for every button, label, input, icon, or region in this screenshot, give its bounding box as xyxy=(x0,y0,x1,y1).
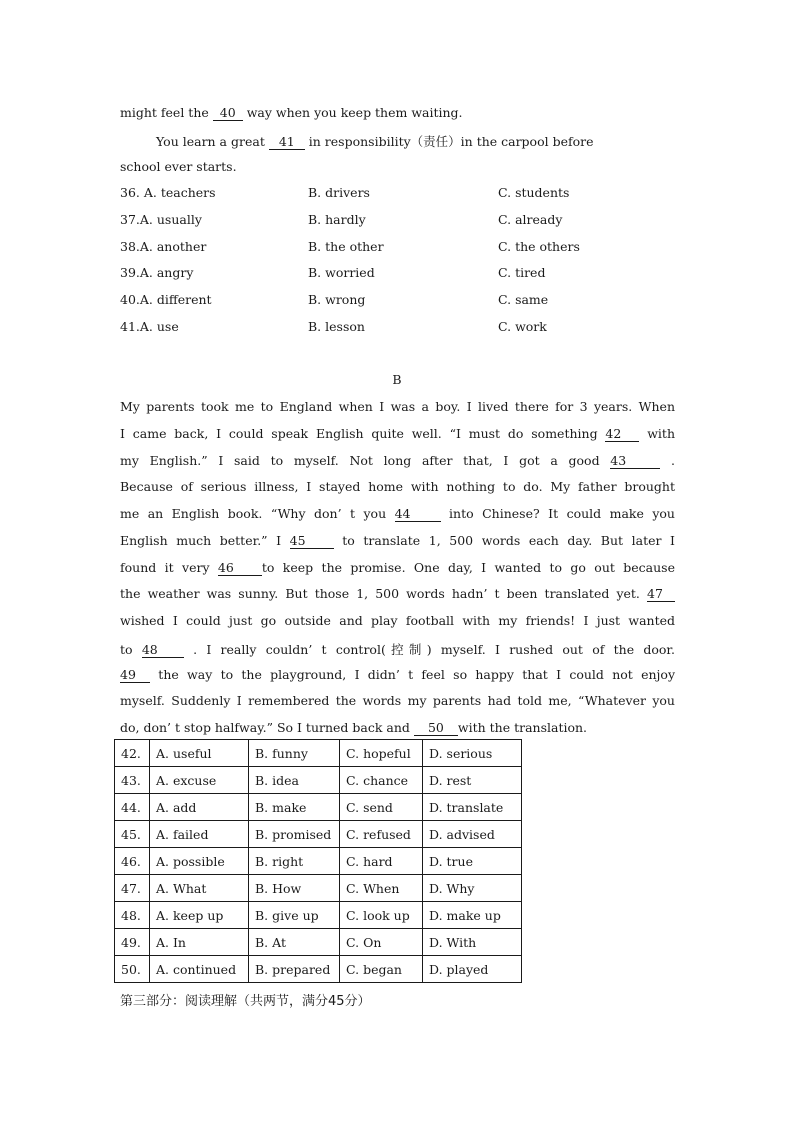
text: You learn a great xyxy=(156,134,269,149)
blank-50: 50 xyxy=(414,721,458,736)
table-cell: D. true xyxy=(423,848,522,875)
table-cell: C. chance xyxy=(340,767,423,794)
table-cell: A. What xyxy=(150,875,249,902)
option-row xyxy=(120,292,680,310)
text: do, don’ t stop halfway.” So I turned back and xyxy=(120,720,414,735)
table-cell: 43. xyxy=(115,767,150,794)
blank-40: 40 xyxy=(213,106,243,121)
passage-a-line-2 xyxy=(156,132,675,150)
table-cell: 46. xyxy=(115,848,150,875)
passage-b-line xyxy=(120,479,675,494)
text: I came back, I could speak English quite well. “I must do something xyxy=(120,425,606,441)
passage-b-line xyxy=(120,586,675,602)
table-cell: D. rest xyxy=(423,767,522,794)
option-c: C. same xyxy=(498,292,549,308)
section-3-heading: 第三部分：阅读理解（共两节，满分45分） xyxy=(120,994,371,1009)
blank-48: 48 xyxy=(142,643,184,658)
text: . xyxy=(660,452,675,468)
option-b: B. drivers xyxy=(308,185,370,200)
table-row xyxy=(115,848,522,875)
option-num: 37.A. usually xyxy=(120,211,202,227)
options-b-table xyxy=(114,739,522,983)
option-c: C. the others xyxy=(498,238,580,254)
passage-b-line xyxy=(120,453,675,469)
option-c: C. work xyxy=(498,319,547,334)
table-cell: 42. xyxy=(115,740,150,767)
table-cell: 50. xyxy=(115,956,150,983)
text: might feel the xyxy=(120,105,213,120)
table-row xyxy=(115,794,522,821)
option-num: 39.A. angry xyxy=(120,265,194,281)
table-cell: B. At xyxy=(249,929,340,956)
passage-b-line xyxy=(120,399,675,414)
passage-b-line xyxy=(120,426,675,442)
text: in responsibility（责任）in the carpool before xyxy=(304,134,594,149)
passage-b-line xyxy=(120,693,675,708)
table-cell: D. translate xyxy=(423,794,522,821)
text: to xyxy=(120,641,142,657)
table-cell: C. look up xyxy=(340,902,423,929)
text: wished I could just go outside and play football with my friends! I just wanted xyxy=(120,613,675,628)
text: my English.” I said to myself. Not long after that, I got a good xyxy=(120,452,611,468)
table-cell: B. right xyxy=(249,848,340,875)
table-cell: A. possible xyxy=(150,848,249,875)
passage-b-line xyxy=(120,640,675,658)
text: the weather was sunny. But those 1, 500 words hadn’ t been translated yet. xyxy=(120,586,647,602)
blank-44: 44 xyxy=(395,507,441,522)
passage-b-line xyxy=(120,667,675,683)
option-row xyxy=(120,212,680,230)
table-cell: B. idea xyxy=(249,767,340,794)
table-cell: B. promised xyxy=(249,821,340,848)
text: the way to the playground, I didn’ t feel so happy that I could not enjoy xyxy=(150,666,675,682)
blank-45: 45 xyxy=(290,534,334,549)
blank-46: 46 xyxy=(218,561,262,576)
text: Because of serious illness, I stayed home with nothing to do. My father brought xyxy=(120,479,675,495)
table-cell: C. began xyxy=(340,956,423,983)
blank-43: 43 xyxy=(610,454,660,469)
blank-41: 41 xyxy=(269,135,305,150)
option-c: C. students xyxy=(498,185,570,200)
table-row xyxy=(115,902,522,929)
table-cell: 44. xyxy=(115,794,150,821)
passage-b-line xyxy=(120,533,675,549)
passage-a-line-3: school ever starts. xyxy=(120,159,237,174)
option-num: 38.A. another xyxy=(120,238,207,254)
text: to translate 1, 500 words each day. But later I xyxy=(333,532,675,548)
blank-47: 47 xyxy=(647,587,675,602)
table-cell: B. make xyxy=(249,794,340,821)
table-cell: D. Why xyxy=(423,875,522,902)
option-b: B. worried xyxy=(308,265,375,281)
option-row xyxy=(120,265,680,283)
table-cell: A. In xyxy=(150,929,249,956)
option-num: 41.A. use xyxy=(120,319,179,334)
option-row xyxy=(120,239,680,257)
table-cell: C. send xyxy=(340,794,423,821)
table-cell: D. With xyxy=(423,929,522,956)
passage-a-line-1 xyxy=(120,105,675,121)
option-b: B. hardly xyxy=(308,211,366,227)
text: way when you keep them waiting. xyxy=(242,105,463,120)
table-cell: B. How xyxy=(249,875,340,902)
table-cell: 45. xyxy=(115,821,150,848)
table-cell: B. prepared xyxy=(249,956,340,983)
passage-b-line xyxy=(120,506,675,522)
table-cell: D. serious xyxy=(423,740,522,767)
table-row xyxy=(115,929,522,956)
table-cell: 49. xyxy=(115,929,150,956)
section-b-title: B xyxy=(392,372,402,387)
text: to keep the promise. One day, I wanted to go out because xyxy=(261,559,675,575)
table-cell: C. refused xyxy=(340,821,423,848)
table-cell: D. played xyxy=(423,956,522,983)
table-cell: B. funny xyxy=(249,740,340,767)
text: me an English book. “Why don’ t you xyxy=(120,506,395,521)
option-b: B. wrong xyxy=(308,292,366,308)
text: into Chinese? It could make you xyxy=(440,506,675,521)
table-row xyxy=(115,956,522,983)
option-b: B. lesson xyxy=(308,319,365,334)
text: found it very xyxy=(120,559,218,575)
table-row xyxy=(115,740,522,767)
text: My parents took me to England when I was a boy. I lived there for 3 years. When xyxy=(120,399,675,414)
option-c: C. already xyxy=(498,211,563,227)
table-cell: C. When xyxy=(340,875,423,902)
passage-b-line xyxy=(120,613,675,628)
table-cell: A. failed xyxy=(150,821,249,848)
text: myself. Suddenly I remembered the words my parents had told me, “Whatever you xyxy=(120,693,675,709)
text: with the translation. xyxy=(457,720,588,735)
table-cell: D. make up xyxy=(423,902,522,929)
table-cell: A. keep up xyxy=(150,902,249,929)
table-row xyxy=(115,821,522,848)
table-cell: C. On xyxy=(340,929,423,956)
table-cell: C. hopeful xyxy=(340,740,423,767)
option-b: B. the other xyxy=(308,238,384,254)
option-row xyxy=(120,185,680,203)
table-cell: D. advised xyxy=(423,821,522,848)
option-c: C. tired xyxy=(498,265,546,281)
table-cell: B. give up xyxy=(249,902,340,929)
table-cell: A. continued xyxy=(150,956,249,983)
table-cell: A. add xyxy=(150,794,249,821)
text: with xyxy=(639,425,676,441)
table-cell: 48. xyxy=(115,902,150,929)
table-row xyxy=(115,875,522,902)
text: English much better.” I xyxy=(120,532,290,548)
text: . I really couldn’ t control(控制) myself. I rushed out of the door. xyxy=(183,641,676,657)
option-row xyxy=(120,319,680,337)
passage-b-line xyxy=(120,720,675,736)
table-cell: A. excuse xyxy=(150,767,249,794)
passage-b-line xyxy=(120,560,675,576)
table-cell: C. hard xyxy=(340,848,423,875)
option-num: 40.A. different xyxy=(120,292,212,308)
blank-49: 49 xyxy=(120,668,150,683)
blank-42: 42 xyxy=(605,427,639,442)
table-cell: 47. xyxy=(115,875,150,902)
table-row xyxy=(115,767,522,794)
option-num: 36. A. teachers xyxy=(120,185,216,200)
table-cell: A. useful xyxy=(150,740,249,767)
